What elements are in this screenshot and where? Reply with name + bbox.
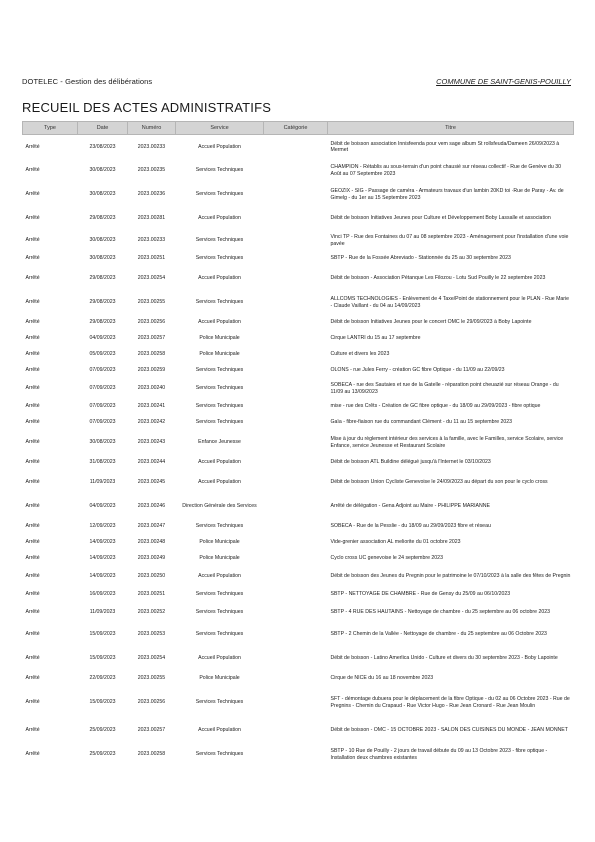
- cell-type: Arrêté: [25, 631, 40, 638]
- cell-titre: SBTP - Rue de la Fossée Abreviado - Stationnée du 25 au 30 septembre 2023: [330, 255, 511, 262]
- cell-numero: 2023.00255: [137, 299, 166, 306]
- header-app-name: DOTELEC - Gestion des délibérations: [22, 77, 153, 86]
- cell-date: 25/09/2023: [89, 751, 116, 758]
- cell-numero: 2023.00233: [137, 143, 166, 150]
- table-row: [23, 159, 574, 183]
- col-header-titre: Titre: [328, 122, 574, 135]
- cell-date: 14/09/2023: [89, 573, 116, 580]
- cell-service: Services Techniques: [195, 699, 244, 706]
- table-row: [23, 379, 574, 399]
- cell-type: Arrêté: [25, 573, 40, 580]
- table-row: [23, 291, 574, 315]
- cell-date: 30/08/2023: [89, 439, 116, 446]
- cell-date: 22/09/2023: [89, 675, 116, 682]
- cell-numero: 2023.00251: [137, 255, 166, 262]
- cell-categorie: [264, 291, 328, 315]
- table-row: [23, 135, 574, 159]
- cell-type: Arrêté: [25, 419, 40, 426]
- cell-numero: 2023.00236: [137, 191, 166, 198]
- cell-categorie: [264, 347, 328, 363]
- page-title: RECUEIL DES ACTES ADMINISTRATIFS: [22, 100, 272, 115]
- cell-date: 04/09/2023: [89, 503, 116, 510]
- cell-titre: Mise à jour du règlement intérieur des services à la famille, avec le Familles, service Scolaire, service Enfance, service Jeunesse et Restaurant Scolaire: [330, 436, 564, 449]
- cell-titre: Débit de boisson - Association Pétanque Les Filozou - Lotu Sud Pouilly le 22 septembre 2023: [330, 275, 546, 282]
- cell-type: Arrêté: [25, 275, 40, 282]
- table-row: [23, 567, 574, 587]
- cell-type: Arrêté: [25, 255, 40, 262]
- cell-titre: mise - rue des Crêts - Création de GC fibre optique - du 18/09 au 29/09/2023 - fibre optique: [330, 403, 541, 410]
- cell-service: Services Techniques: [195, 591, 244, 598]
- cell-categorie: [264, 183, 328, 207]
- cell-numero: 2023.00256: [137, 319, 166, 326]
- cell-titre: SBTP - 4 RUE DES HAUTAINS - Nettoyage de chambre - du 25 septembre au 06 octobre 2023: [330, 609, 551, 616]
- table-row: [23, 535, 574, 551]
- cell-type: Arrêté: [25, 385, 40, 392]
- cell-categorie: [264, 159, 328, 183]
- cell-type: Arrêté: [25, 237, 40, 244]
- col-header-service: Service: [176, 122, 264, 135]
- cell-numero: 2023.00242: [137, 419, 166, 426]
- cell-type: Arrêté: [25, 655, 40, 662]
- cell-titre: Débit de boisson Initiatives Jeunes pour le concert OMC le 29/09/2023 à Boby Lapointe: [330, 319, 532, 326]
- table-row: [23, 331, 574, 347]
- cell-categorie: [264, 207, 328, 231]
- table-row: [23, 207, 574, 231]
- cell-date: 30/08/2023: [89, 255, 116, 262]
- cell-date: 05/09/2023: [89, 351, 116, 358]
- cell-numero: 2023.00258: [137, 751, 166, 758]
- cell-categorie: [264, 135, 328, 159]
- cell-date: 29/08/2023: [89, 299, 116, 306]
- cell-titre: SOBECA - rue des Sautaies et rue de la Gatelle - réparation point cheuazié sur réseau Orange - du 11/09 au 13/09/2023: [330, 382, 559, 395]
- cell-categorie: [264, 231, 328, 251]
- cell-categorie: [264, 567, 328, 587]
- cell-date: 11/09/2023: [89, 609, 116, 616]
- cell-titre: Débit de boisson - OMC - 15 OCTOBRE 2023 - SALON DES CUISINES DU MONDE - JEAN MONNET: [330, 727, 568, 734]
- cell-titre: SOBECA - Rue de la Pesslie - du 18/09 au 29/09/2023 fibre et réseau: [330, 523, 491, 530]
- cell-categorie: [264, 647, 328, 671]
- table-row: [23, 519, 574, 535]
- cell-titre: Débit de boisson Initiatives Jeunes pour Culture et Développement Boby Lassalle et association: [330, 215, 551, 222]
- cell-titre: OLONS - rue Jules Ferry - création GC fibre Optique - du 11/09 au 22/09/23: [330, 367, 505, 374]
- cell-numero: 2023.00258: [137, 351, 166, 358]
- cell-service: Accueil Population: [198, 275, 241, 282]
- cell-titre: Débit de boisson des Jeunes du Pregnin pour le patrimoine le 07/10/2023 à la salle des fêtes de Pregnin: [330, 573, 571, 580]
- cell-type: Arrêté: [25, 503, 40, 510]
- cell-type: Arrêté: [25, 299, 40, 306]
- cell-service: Services Techniques: [195, 255, 244, 262]
- cell-numero: 2023.00281: [137, 215, 166, 222]
- cell-categorie: [264, 623, 328, 647]
- table-row: [23, 551, 574, 567]
- cell-categorie: [264, 495, 328, 519]
- cell-titre: SBTP - NETTOYAGE DE CHAMBRE - Rue de Gensy du 25/09 au 06/10/2023: [330, 591, 511, 598]
- cell-date: 07/09/2023: [89, 419, 116, 426]
- cell-numero: 2023.00255: [137, 675, 166, 682]
- table-row: [23, 231, 574, 251]
- cell-categorie: [264, 471, 328, 495]
- page-header: [22, 77, 573, 89]
- cell-service: Police Municipale: [199, 555, 240, 562]
- cell-numero: 2023.00254: [137, 275, 166, 282]
- cell-type: Arrêté: [25, 555, 40, 562]
- cell-type: Arrêté: [25, 351, 40, 358]
- col-header-categorie: Catégorie: [264, 122, 328, 135]
- cell-titre: Gaïa - fibre-fiaison rue du commandant Clément - du 11 au 15 septembre 2023: [330, 419, 513, 426]
- cell-service: Services Techniques: [195, 167, 244, 174]
- cell-service: Accueil Population: [198, 479, 241, 486]
- cell-titre: ALLCOMS TECHNOLOGIES - Enlèvement de 4 Taxe/Point de stationnement pour le PLAN - Rue Marie - Claude Vaillant - du 04 au 14/09/2023: [330, 296, 570, 309]
- cell-titre: Cirque LANTRI du 15 au 17 septembre: [330, 335, 421, 342]
- cell-numero: 2023.00249: [137, 555, 166, 562]
- cell-numero: 2023.00256: [137, 699, 166, 706]
- cell-service: Services Techniques: [195, 385, 244, 392]
- table-row: [23, 431, 574, 455]
- cell-categorie: [264, 431, 328, 455]
- cell-categorie: [264, 743, 328, 767]
- cell-date: 11/09/2023: [89, 479, 116, 486]
- cell-categorie: [264, 587, 328, 603]
- table-row: [23, 743, 574, 767]
- cell-titre: GEOZIX - SIG - Passage de caméra - Armateurs travaux d'un lambin 20KD toi ·Rue de Paray - Av. de Gimelg - du 1er au 15 Septembre 2023: [330, 188, 564, 201]
- cell-date: 04/09/2023: [89, 335, 116, 342]
- cell-date: 23/08/2023: [89, 143, 116, 150]
- table-row: [23, 671, 574, 687]
- cell-type: Arrêté: [25, 335, 40, 342]
- cell-titre: Cirque de NICE du 16 au 18 novembre 2023: [330, 675, 434, 682]
- cell-type: Arrêté: [25, 479, 40, 486]
- cell-date: 30/08/2023: [89, 167, 116, 174]
- cell-numero: 2023.00248: [137, 539, 166, 546]
- cell-categorie: [264, 267, 328, 291]
- table-row: [23, 719, 574, 743]
- cell-type: Arrêté: [25, 459, 40, 466]
- table-row: [23, 687, 574, 719]
- cell-categorie: [264, 331, 328, 347]
- cell-categorie: [264, 687, 328, 719]
- acts-table-header: [23, 122, 574, 135]
- table-row: [23, 603, 574, 623]
- cell-titre: Arrêté de délégation - Gena Adjoint au Maire - PHILIPPE MARIANNE: [330, 503, 490, 510]
- cell-numero: 2023.00254: [137, 655, 166, 662]
- table-row: [23, 647, 574, 671]
- cell-numero: 2023.00253: [137, 631, 166, 638]
- header-row: [23, 122, 574, 135]
- cell-type: Arrêté: [25, 539, 40, 546]
- cell-date: 29/08/2023: [89, 319, 116, 326]
- cell-titre: Cyclo cross UC genevoise le 24 septembre 2023: [330, 555, 443, 562]
- cell-categorie: [264, 315, 328, 331]
- cell-service: Services Techniques: [195, 523, 244, 530]
- cell-service: Direction Générale des Services: [182, 503, 257, 510]
- cell-type: Arrêté: [25, 143, 40, 150]
- cell-numero: 2023.00245: [137, 479, 166, 486]
- cell-numero: 2023.00247: [137, 523, 166, 530]
- table-row: [23, 347, 574, 363]
- cell-service: Services Techniques: [195, 237, 244, 244]
- col-header-date: Date: [78, 122, 128, 135]
- col-header-numero: Numéro: [128, 122, 176, 135]
- table-row: [23, 455, 574, 471]
- cell-numero: 2023.00243: [137, 439, 166, 446]
- cell-titre: SBTP - 2 Chemin de la Vallée - Nettoyage de chambre - du 25 septembre au 06 Octobre 2023: [330, 631, 547, 638]
- table-row: [23, 471, 574, 495]
- cell-date: 16/09/2023: [89, 591, 116, 598]
- cell-type: Arrêté: [25, 191, 40, 198]
- cell-service: Accueil Population: [198, 319, 241, 326]
- cell-date: 25/09/2023: [89, 727, 116, 734]
- cell-type: Arrêté: [25, 591, 40, 598]
- cell-numero: 2023.00240: [137, 385, 166, 392]
- cell-date: 30/08/2023: [89, 191, 116, 198]
- cell-service: Services Techniques: [195, 609, 244, 616]
- cell-numero: 2023.00252: [137, 609, 166, 616]
- cell-date: 12/09/2023: [89, 523, 116, 530]
- cell-categorie: [264, 671, 328, 687]
- cell-type: Arrêté: [25, 523, 40, 530]
- acts-table-body: [23, 135, 574, 767]
- cell-date: 29/08/2023: [89, 275, 116, 282]
- cell-service: Services Techniques: [195, 419, 244, 426]
- cell-service: Services Techniques: [195, 367, 244, 374]
- cell-categorie: [264, 455, 328, 471]
- cell-service: Accueil Population: [198, 573, 241, 580]
- cell-date: 07/09/2023: [89, 385, 116, 392]
- table-row: [23, 623, 574, 647]
- cell-categorie: [264, 719, 328, 743]
- cell-titre: Culture et divers les 2023: [330, 351, 390, 358]
- cell-titre: Vide-grenier association AL meliorite du 01 octobre 2023: [330, 539, 461, 546]
- table-row: [23, 363, 574, 379]
- cell-categorie: [264, 415, 328, 431]
- cell-date: 15/09/2023: [89, 699, 116, 706]
- cell-numero: 2023.00251: [137, 591, 166, 598]
- cell-numero: 2023.00257: [137, 335, 166, 342]
- cell-date: 29/08/2023: [89, 215, 116, 222]
- cell-type: Arrêté: [25, 699, 40, 706]
- cell-type: Arrêté: [25, 319, 40, 326]
- cell-service: Services Techniques: [195, 631, 244, 638]
- cell-date: 14/09/2023: [89, 539, 116, 546]
- cell-type: Arrêté: [25, 439, 40, 446]
- table-row: [23, 399, 574, 415]
- cell-numero: 2023.00235: [137, 167, 166, 174]
- cell-service: Police Municipale: [199, 335, 240, 342]
- cell-titre: Débit de boisson Union Cycliste Genevoise le 24/09/2023 au départ du son pour le cyclo cross: [330, 479, 548, 486]
- cell-type: Arrêté: [25, 367, 40, 374]
- cell-numero: 2023.00250: [137, 573, 166, 580]
- table-row: [23, 415, 574, 431]
- cell-date: 14/09/2023: [89, 555, 116, 562]
- table-row: [23, 495, 574, 519]
- cell-categorie: [264, 251, 328, 267]
- cell-titre: SBTP - 10 Rue de Pouilly - 2 jours de travail débute du 09 au 13 Octobre 2023 - fibre optique - Installation deux chambres existantes: [330, 748, 548, 761]
- cell-service: Accueil Population: [198, 459, 241, 466]
- cell-service: Services Techniques: [195, 191, 244, 198]
- cell-service: Police Municipale: [199, 675, 240, 682]
- cell-type: Arrêté: [25, 403, 40, 410]
- table-row: [23, 183, 574, 207]
- col-header-type: Type: [23, 122, 78, 135]
- cell-categorie: [264, 363, 328, 379]
- cell-type: Arrêté: [25, 215, 40, 222]
- table-row: [23, 315, 574, 331]
- cell-titre: CHAMPION - Rétablis au sous-terrain d'un point chausié sur réseau collectif - Rue de Genève du 30 Août au 07 Septembre 2023: [330, 164, 562, 177]
- cell-numero: 2023.00246: [137, 503, 166, 510]
- cell-date: 07/09/2023: [89, 367, 116, 374]
- cell-titre: Vinci TP - Rue des Fontaines du 07 au 08 septembre 2023 - Aménagement pour l'installation d'une voie pavée: [330, 234, 569, 247]
- cell-service: Services Techniques: [195, 299, 244, 306]
- table-row: [23, 267, 574, 291]
- cell-date: 15/09/2023: [89, 631, 116, 638]
- cell-date: 15/09/2023: [89, 655, 116, 662]
- cell-categorie: [264, 379, 328, 399]
- cell-numero: 2023.00241: [137, 403, 166, 410]
- cell-numero: 2023.00259: [137, 367, 166, 374]
- cell-type: Arrêté: [25, 751, 40, 758]
- cell-numero: 2023.00244: [137, 459, 166, 466]
- cell-type: Arrêté: [25, 609, 40, 616]
- cell-service: Accueil Population: [198, 655, 241, 662]
- cell-service: Accueil Population: [198, 143, 241, 150]
- cell-titre: Débit de boisson - Latino Amerlica Unido - Culture et divers du 30 septembre 2023 - Boby Lapointe: [330, 655, 558, 662]
- cell-date: 31/08/2023: [89, 459, 116, 466]
- cell-service: Services Techniques: [195, 751, 244, 758]
- cell-service: Police Municipale: [199, 351, 240, 358]
- cell-type: Arrêté: [25, 167, 40, 174]
- cell-type: Arrêté: [25, 675, 40, 682]
- cell-numero: 2023.00257: [137, 727, 166, 734]
- cell-service: Services Techniques: [195, 403, 244, 410]
- cell-type: Arrêté: [25, 727, 40, 734]
- cell-titre: SFT - démontage dubuera pour le déplacement de la fibre Optique - du 02 au 06 Octobre 2023 - Rue de Pregnins - Chemin du Crapaud - Rue Victor Hugo - Rue Jean Cronard - Rue Jean Moulin: [330, 696, 570, 709]
- cell-categorie: [264, 603, 328, 623]
- cell-service: Enfance Jeunesse: [198, 439, 241, 446]
- acts-table: [22, 121, 574, 767]
- cell-categorie: [264, 535, 328, 551]
- cell-categorie: [264, 551, 328, 567]
- table-row: [23, 587, 574, 603]
- cell-categorie: [264, 399, 328, 415]
- cell-titre: Débit de boisson ATL Buildine délégué jusqu'à l'Internet le 03/10/2023: [330, 459, 491, 466]
- cell-service: Accueil Population: [198, 215, 241, 222]
- cell-date: 30/08/2023: [89, 237, 116, 244]
- table-row: [23, 251, 574, 267]
- cell-service: Police Municipale: [199, 539, 240, 546]
- cell-numero: 2023.00233: [137, 237, 166, 244]
- header-commune-name: COMMUNE DE SAINT-GENIS-POUILLY: [436, 77, 571, 86]
- cell-categorie: [264, 519, 328, 535]
- cell-date: 07/09/2023: [89, 403, 116, 410]
- cell-titre: Débit de boisson association Innisfeenda pour vem sage album St rollsfeuda/Dameen 26/09/2023 à Mermet: [330, 140, 560, 153]
- cell-service: Accueil Population: [198, 727, 241, 734]
